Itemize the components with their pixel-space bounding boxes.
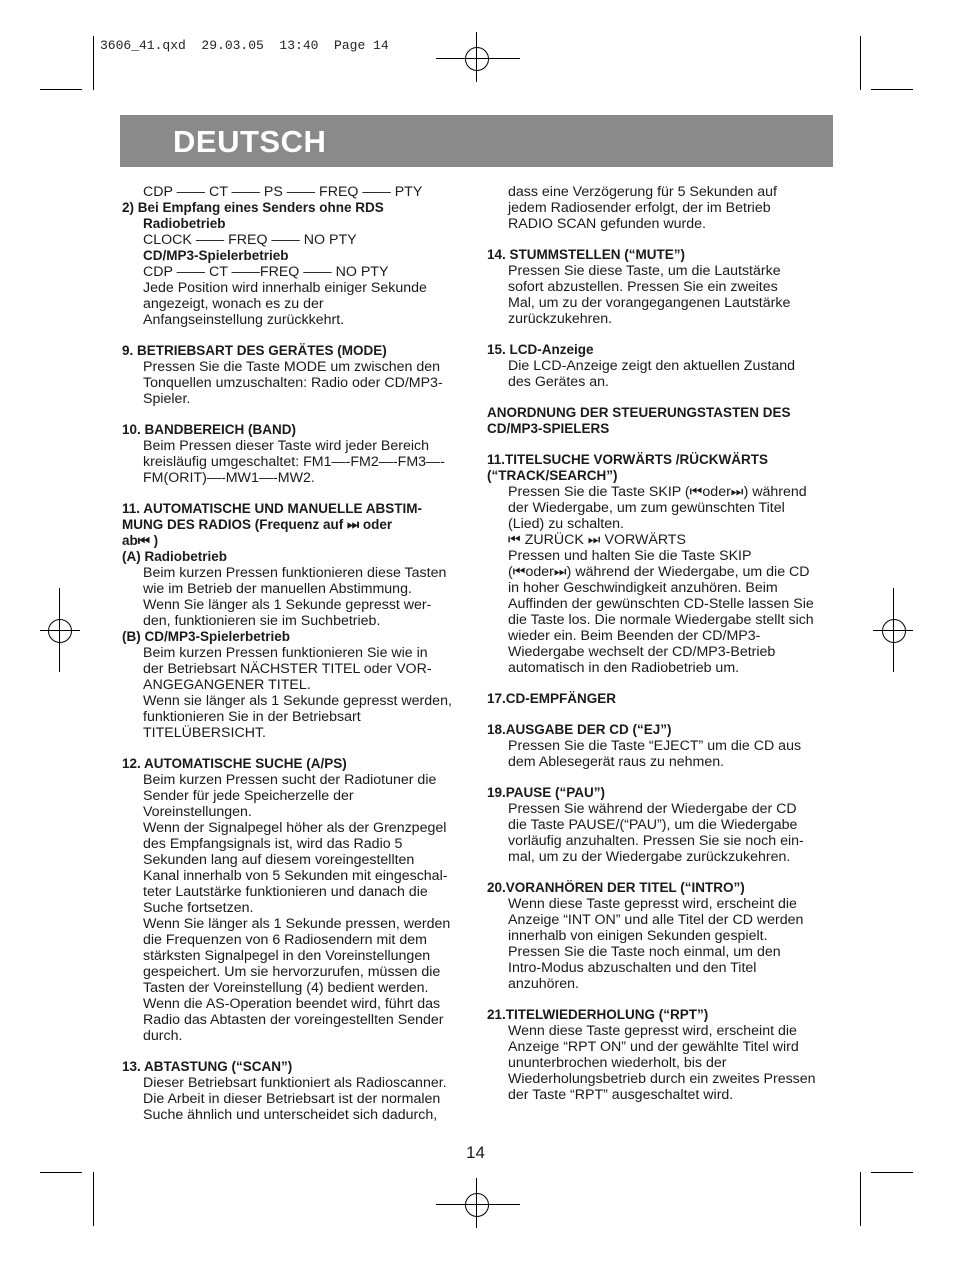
body-text-line: (⏮oder⏭) während der Wiedergabe, um die CD <box>508 564 810 580</box>
body-text-line: CLOCK —— FREQ —— NO PTY <box>143 232 357 248</box>
body-text-line: sofort abzustellen. Pressen Sie ein zweites <box>508 279 778 295</box>
paragraph-gap <box>122 1044 472 1059</box>
print-slug: 3606_41.qxd 29.03.05 13:40 Page 14 <box>100 38 389 53</box>
body-text-line: dass eine Verzögerung für 5 Sekunden auf <box>508 184 777 200</box>
body-text-line: Tonquellen umzuschalten: Radio oder CD/MP3- <box>143 375 443 391</box>
body-text-line: Wenn diese Taste gepresst wird, erscheint die <box>508 896 797 912</box>
body-text-line: Tasten der Voreinstellung (4) bedient werden. <box>143 980 429 996</box>
body-text-line: Wenn der Signalpegel höher als der Grenzpegel <box>143 820 447 836</box>
body-text-line: Mal, um zu der vorangegangenen Lautstärke <box>508 295 791 311</box>
crop-mark <box>40 89 82 90</box>
paragraph-gap <box>487 707 837 722</box>
body-text-line: Pressen Sie die Taste SKIP (⏮oder⏭) während <box>508 484 807 500</box>
body-text-line: teter Lautstärke funktionieren und danach die <box>143 884 428 900</box>
body-text-line: Suche fortsetzen. <box>143 900 254 916</box>
body-text-line: Spieler. <box>143 391 191 407</box>
section-heading-line: 18.AUSGABE DER CD (“EJ”) <box>487 722 672 737</box>
section-heading-line: Radiobetrieb <box>143 216 226 231</box>
body-text-line: durch. <box>143 1028 183 1044</box>
body-text-line: Anzeige “RPT ON” und der gewählte Titel wird <box>508 1039 799 1055</box>
crop-mark <box>871 89 913 90</box>
body-text-line: Beim kurzen Pressen sucht der Radiotuner die <box>143 772 437 788</box>
paragraph-gap <box>122 407 472 422</box>
crop-mark <box>860 36 861 90</box>
section-heading-line: 17.CD-EMPFÄNGER <box>487 691 617 706</box>
body-text-line: Pressen Sie diese Taste, um die Lautstärke <box>508 263 781 279</box>
page-title: DEUTSCH <box>173 124 327 159</box>
section-heading-line: MUNG DES RADIOS (Frequenz auf ⏭ oder <box>122 517 393 532</box>
body-text-line: Wenn sie länger als 1 Sekunde gepresst werden, <box>143 693 452 709</box>
section-heading-line: CD/MP3-Spielerbetrieb <box>143 248 289 263</box>
section-heading-line: 2) Bei Empfang eines Senders ohne RDS <box>122 200 384 215</box>
body-text-line: wie im Betrieb der manuellen Abstimmung. <box>143 581 412 597</box>
crop-mark <box>93 1172 94 1226</box>
body-text-line: innerhalb von einigen Sekunden gespielt. <box>508 928 768 944</box>
section-heading-line: 10. BANDBEREICH (BAND) <box>122 422 297 437</box>
body-text-line: Pressen und halten Sie die Taste SKIP <box>508 548 752 564</box>
body-text-line: Dieser Betriebsart funktioniert als Radioscanner. <box>143 1075 447 1091</box>
section-heading-line: 11. AUTOMATISCHE UND MANUELLE ABSTIM- <box>122 501 423 516</box>
paragraph-gap <box>487 676 837 691</box>
body-text-line: Die Arbeit in dieser Betriebsart ist der normalen <box>143 1091 441 1107</box>
body-text-line: automatisch in den Radiobetrieb um. <box>508 660 740 676</box>
body-text-line: des Empfangsignals ist, wird das Radio 5 <box>143 836 403 852</box>
body-text-line: in hoher Geschwindigkeit anzuhören. Beim <box>508 580 778 596</box>
section-heading-line: 14. STUMMSTELLEN (“MUTE”) <box>487 247 685 262</box>
body-text-line: Anzeige “INT ON” und alle Titel der CD werden <box>508 912 804 928</box>
paragraph-gap <box>487 390 837 405</box>
body-text-line: zurückzukehren. <box>508 311 613 327</box>
section-heading-line: 12. AUTOMATISCHE SUCHE (A/PS) <box>122 756 347 771</box>
section-heading-line: 19.PAUSE (“PAU”) <box>487 785 606 800</box>
body-text-line: Suche ähnlich und unterscheidet sich dadurch, <box>143 1107 438 1123</box>
section-heading-line: 15. LCD-Anzeige <box>487 342 594 357</box>
body-text-line: die Taste PAUSE/(“PAU”), um die Wiedergabe <box>508 817 798 833</box>
section-heading-line: 20.VORANHÖREN DER TITEL (“INTRO”) <box>487 880 745 895</box>
body-text-line: RADIO SCAN gefunden wurde. <box>508 216 706 232</box>
body-text-line: mal, um zu der Wiedergabe zurückzukehren. <box>508 849 791 865</box>
body-text-line: ⏮ ZURÜCK ⏭ VORWÄRTS <box>508 532 686 548</box>
paragraph-gap <box>487 865 837 880</box>
body-text-line: stärksten Signalpegel in den Voreinstellungen <box>143 948 431 964</box>
crop-mark <box>860 1172 861 1226</box>
section-heading-line: ANORDNUNG DER STEUERUNGSTASTEN DES <box>487 405 791 420</box>
body-text-line: Voreinstellungen. <box>143 804 252 820</box>
language-banner <box>120 115 833 167</box>
body-text-line: Beim kurzen Pressen funktionieren Sie wie in <box>143 645 428 661</box>
body-text-line: die Frequenzen von 6 Radiosendern mit dem <box>143 932 427 948</box>
body-text-line: Pressen Sie die Taste “EJECT” um die CD aus <box>508 738 802 754</box>
body-text-line: Wenn Sie länger als 1 Sekunde pressen, werden <box>143 916 451 932</box>
body-text-line: funktionieren Sie in der Betriebsart <box>143 709 361 725</box>
body-text-line: gespeichert. Um sie hervorzurufen, müssen die <box>143 964 441 980</box>
body-text-line: Anfangseinstellung zurückkehrt. <box>143 312 345 328</box>
body-text-line: (Lied) zu schalten. <box>508 516 624 532</box>
body-text-line: Pressen Sie die Taste MODE um zwischen den <box>143 359 441 375</box>
body-text-line: der Taste “RPT” ausgeschaltet wird. <box>508 1087 734 1103</box>
body-text-line: Beim Pressen dieser Taste wird jeder Bereich <box>143 438 429 454</box>
body-text-line: Sekunden lang auf diesem voreingestellten <box>143 852 415 868</box>
right-column <box>487 184 837 1103</box>
crop-mark <box>93 36 94 90</box>
paragraph-gap <box>487 770 837 785</box>
left-column <box>122 184 472 1123</box>
section-heading-line: (B) CD/MP3-Spielerbetrieb <box>122 629 291 644</box>
body-text-line: FM(ORIT)—-MW1—-MW2. <box>143 470 315 486</box>
body-text-line: vorläufig anzuhalten. Pressen Sie sie noch ein- <box>508 833 804 849</box>
body-text-line: Wenn diese Taste gepresst wird, erscheint die <box>508 1023 797 1039</box>
paragraph-gap <box>487 327 837 342</box>
body-text-line: Wiedergabe wechselt der CD/MP3-Betrieb <box>508 644 776 660</box>
body-text-line: Radio das Abtasten der voreingestellten Sender <box>143 1012 444 1028</box>
body-text-line: Pressen Sie die Taste noch einmal, um den <box>508 944 781 960</box>
paragraph-gap <box>122 328 472 343</box>
body-text-line: Wenn Sie länger als 1 Sekunde gepresst wer- <box>143 597 432 613</box>
body-text-line: Pressen Sie während der Wiedergabe der CD <box>508 801 797 817</box>
body-text-line: die Taste los. Die normale Wiedergabe stellt sich <box>508 612 814 628</box>
paragraph-gap <box>487 992 837 1007</box>
paragraph-gap <box>487 232 837 247</box>
body-text-line: Wiederholungsbetrieb durch ein zweites Pressen <box>508 1071 816 1087</box>
body-text-line: Jede Position wird innerhalb einiger Sekunde <box>143 280 427 296</box>
body-text-line: wieder ein. Beim Beenden der CD/MP3- <box>508 628 761 644</box>
section-heading-line: ab⏮ ) <box>122 533 159 548</box>
body-text-line: der Betriebsart NÄCHSTER TITEL oder VOR- <box>143 661 432 677</box>
body-text-line: Die LCD-Anzeige zeigt den aktuellen Zustand <box>508 358 796 374</box>
body-text-line: des Gerätes an. <box>508 374 609 390</box>
body-text-line: den, funktionieren sie im Suchbetrieb. <box>143 613 381 629</box>
body-text-line: TITELÜBERSICHT. <box>143 725 266 741</box>
section-heading-line: 13. ABTASTUNG (“SCAN”) <box>122 1059 293 1074</box>
section-heading-line: (“TRACK/SEARCH”) <box>487 468 618 483</box>
body-text-line: jedem Radiosender erfolgt, der im Betrieb <box>508 200 771 216</box>
body-text-line: Wenn die AS-Operation beendet wird, führt das <box>143 996 441 1012</box>
section-heading-line: 9. BETRIEBSART DES GERÄTES (MODE) <box>122 343 387 358</box>
section-heading-line: 21.TITELWIEDERHOLUNG (“RPT”) <box>487 1007 709 1022</box>
body-text-line: der Wiedergabe, um zum gewünschten Titel <box>508 500 785 516</box>
body-text-line: Auffinden der gewünschten CD-Stelle lassen Sie <box>508 596 814 612</box>
paragraph-gap <box>122 741 472 756</box>
section-heading-line: CD/MP3-SPIELERS <box>487 421 610 436</box>
body-text-line: ANGEGANGENER TITEL. <box>143 677 311 693</box>
paragraph-gap <box>122 486 472 501</box>
crop-mark <box>871 1172 913 1173</box>
body-text-line: Beim kurzen Pressen funktionieren diese Tasten <box>143 565 447 581</box>
section-heading-line: (A) Radiobetrieb <box>122 549 228 564</box>
body-text-line: Sender für jede Speicherzelle der <box>143 788 354 804</box>
body-text-line: CDP —— CT ——FREQ —— NO PTY <box>143 264 389 280</box>
paragraph-gap <box>487 437 837 452</box>
page-number: 14 <box>466 1143 485 1162</box>
body-text-line: dem Ablesegerät raus zu nehmen. <box>508 754 725 770</box>
body-text-line: Kanal innerhalb von 5 Sekunden mit eingeschal- <box>143 868 448 884</box>
body-text-line: Intro-Modus abzuschalten und den Titel <box>508 960 757 976</box>
crop-mark <box>40 1172 82 1173</box>
body-text-line: angezeigt, wonach es zu der <box>143 296 324 312</box>
body-text-line: ununterbrochen wiederholt, bis der <box>508 1055 727 1071</box>
body-text-line: kreisläufig umgeschaltet: FM1—-FM2—-FM3—- <box>143 454 445 470</box>
body-text-line: anzuhören. <box>508 976 579 992</box>
section-heading-line: 11.TITELSUCHE VORWÄRTS /RÜCKWÄRTS <box>487 452 769 467</box>
body-text-line: CDP —— CT —— PS —— FREQ —— PTY <box>143 184 423 200</box>
